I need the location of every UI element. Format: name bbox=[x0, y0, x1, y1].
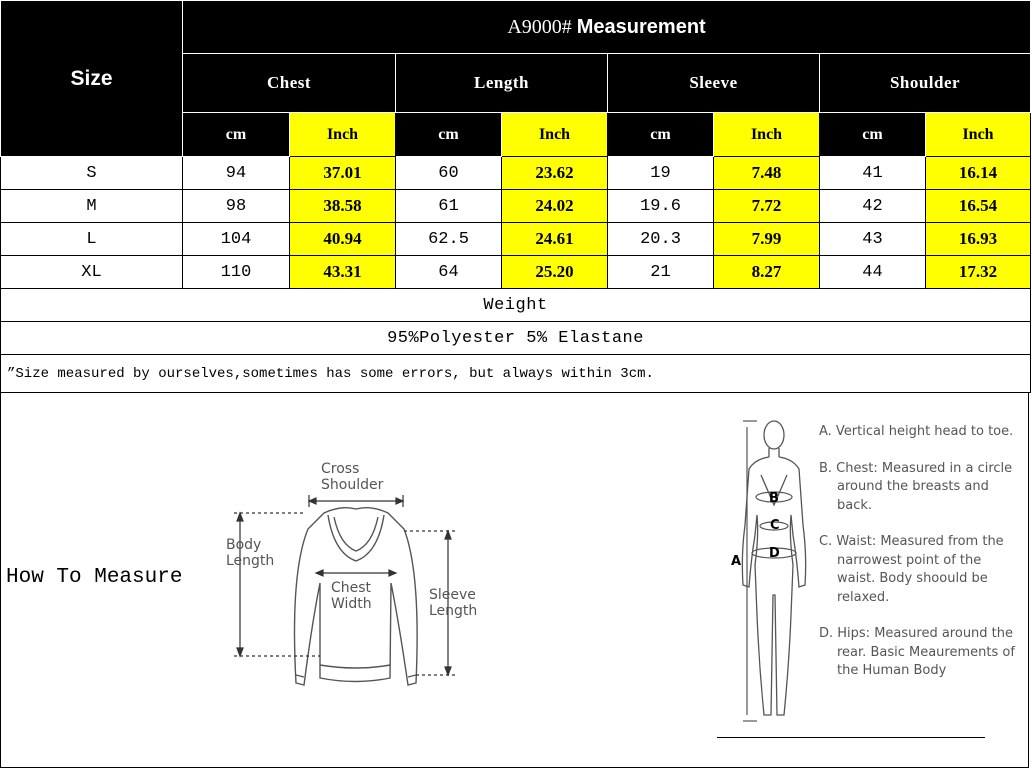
length-cm-cell: 60 bbox=[396, 157, 502, 190]
unit-cm: cm bbox=[608, 113, 714, 157]
length-inch-cell: 25.20 bbox=[502, 256, 608, 289]
sleeve-cm-cell: 21 bbox=[608, 256, 714, 289]
label-sleeve-length: Length bbox=[429, 603, 478, 619]
label-body-length: Length bbox=[226, 553, 275, 569]
shoulder-inch-cell: 16.93 bbox=[926, 223, 1031, 256]
shoulder-inch-cell: 17.32 bbox=[926, 256, 1031, 289]
sleeve-inch-cell: 7.72 bbox=[714, 190, 820, 223]
garment-diagram bbox=[216, 453, 491, 693]
how-to-measure-section bbox=[0, 392, 1029, 768]
length-cm-cell: 61 bbox=[396, 190, 502, 223]
chest-cm-cell: 104 bbox=[183, 223, 290, 256]
label-chest: Chest bbox=[331, 580, 372, 596]
length-inch-cell: 24.61 bbox=[502, 223, 608, 256]
size-cell: XL bbox=[1, 256, 183, 289]
length-inch-cell: 24.02 bbox=[502, 190, 608, 223]
shoulder-cm-cell: 41 bbox=[820, 157, 926, 190]
disclaimer-note: ”Size measured by ourselves,sometimes has some errors, but always within 3cm. bbox=[1, 355, 1031, 393]
table-row bbox=[1, 190, 1031, 223]
unit-inch: Inch bbox=[290, 113, 396, 157]
chest-cm-cell: 110 bbox=[183, 256, 290, 289]
legend-item: A. Vertical height head to toe. bbox=[819, 424, 1014, 439]
sleeve-cm-cell: 20.3 bbox=[608, 223, 714, 256]
table-title bbox=[183, 1, 1031, 54]
title-suffix: Measurement bbox=[576, 15, 706, 38]
body-diagram bbox=[719, 415, 819, 740]
length-header: Length bbox=[396, 54, 608, 113]
table-row bbox=[1, 157, 1031, 190]
table-row bbox=[1, 223, 1031, 256]
label-shoulder: Shoulder bbox=[321, 477, 384, 493]
marker-a: A bbox=[731, 554, 742, 569]
unit-cm: cm bbox=[396, 113, 502, 157]
label-cross: Cross bbox=[321, 461, 360, 477]
shoulder-cm-cell: 43 bbox=[820, 223, 926, 256]
shoulder-cm-cell: 42 bbox=[820, 190, 926, 223]
size-cell: L bbox=[1, 223, 183, 256]
shoulder-cm-cell: 44 bbox=[820, 256, 926, 289]
label-sleeve: Sleeve bbox=[429, 587, 476, 603]
unit-inch: Inch bbox=[502, 113, 608, 157]
sleeve-inch-cell: 7.99 bbox=[714, 223, 820, 256]
length-cm-cell: 64 bbox=[396, 256, 502, 289]
length-inch-cell: 23.62 bbox=[502, 157, 608, 190]
unit-inch: Inch bbox=[926, 113, 1031, 157]
label-body: Body bbox=[226, 537, 262, 553]
table-row bbox=[1, 256, 1031, 289]
sleeve-inch-cell: 7.48 bbox=[714, 157, 820, 190]
legend-divider bbox=[717, 737, 985, 738]
sleeve-inch-cell: 8.27 bbox=[714, 256, 820, 289]
weight-row: Weight bbox=[1, 289, 1031, 322]
chest-inch-cell: 40.94 bbox=[290, 223, 396, 256]
legend-item: B. Chest: Measured in a circle around the breasts and back. bbox=[819, 460, 1013, 513]
legend-item: D. Hips: Measured around the rear. Basic Meaurements of the Human Body bbox=[819, 626, 1015, 678]
size-cell: M bbox=[1, 190, 183, 223]
unit-cm: cm bbox=[820, 113, 926, 157]
chest-inch-cell: 38.58 bbox=[290, 190, 396, 223]
chest-header: Chest bbox=[183, 54, 396, 113]
how-to-measure-label: How To Measure bbox=[6, 566, 183, 589]
size-cell: S bbox=[1, 157, 183, 190]
chest-cm-cell: 98 bbox=[183, 190, 290, 223]
marker-d: D bbox=[769, 546, 780, 561]
material-row: 95%Polyester 5% Elastane bbox=[1, 322, 1031, 355]
body-measurement-legend bbox=[819, 423, 1019, 699]
chest-inch-cell: 37.01 bbox=[290, 157, 396, 190]
sleeve-cm-cell: 19.6 bbox=[608, 190, 714, 223]
unit-inch: Inch bbox=[714, 113, 820, 157]
length-cm-cell: 62.5 bbox=[396, 223, 502, 256]
unit-cm: cm bbox=[183, 113, 290, 157]
title-prefix: A9000# bbox=[507, 15, 572, 38]
chest-inch-cell: 43.31 bbox=[290, 256, 396, 289]
size-header: Size bbox=[1, 1, 183, 157]
marker-b: B bbox=[769, 491, 779, 506]
label-width: Width bbox=[331, 596, 372, 612]
sleeve-cm-cell: 19 bbox=[608, 157, 714, 190]
shoulder-inch-cell: 16.54 bbox=[926, 190, 1031, 223]
shoulder-header: Shoulder bbox=[820, 54, 1031, 113]
shoulder-inch-cell: 16.14 bbox=[926, 157, 1031, 190]
legend-item: C. Waist: Measured from the narrowest point of the waist. Body shoould be relaxed. bbox=[819, 534, 1004, 605]
marker-c: C bbox=[770, 518, 780, 533]
chest-cm-cell: 94 bbox=[183, 157, 290, 190]
sleeve-header: Sleeve bbox=[608, 54, 820, 113]
